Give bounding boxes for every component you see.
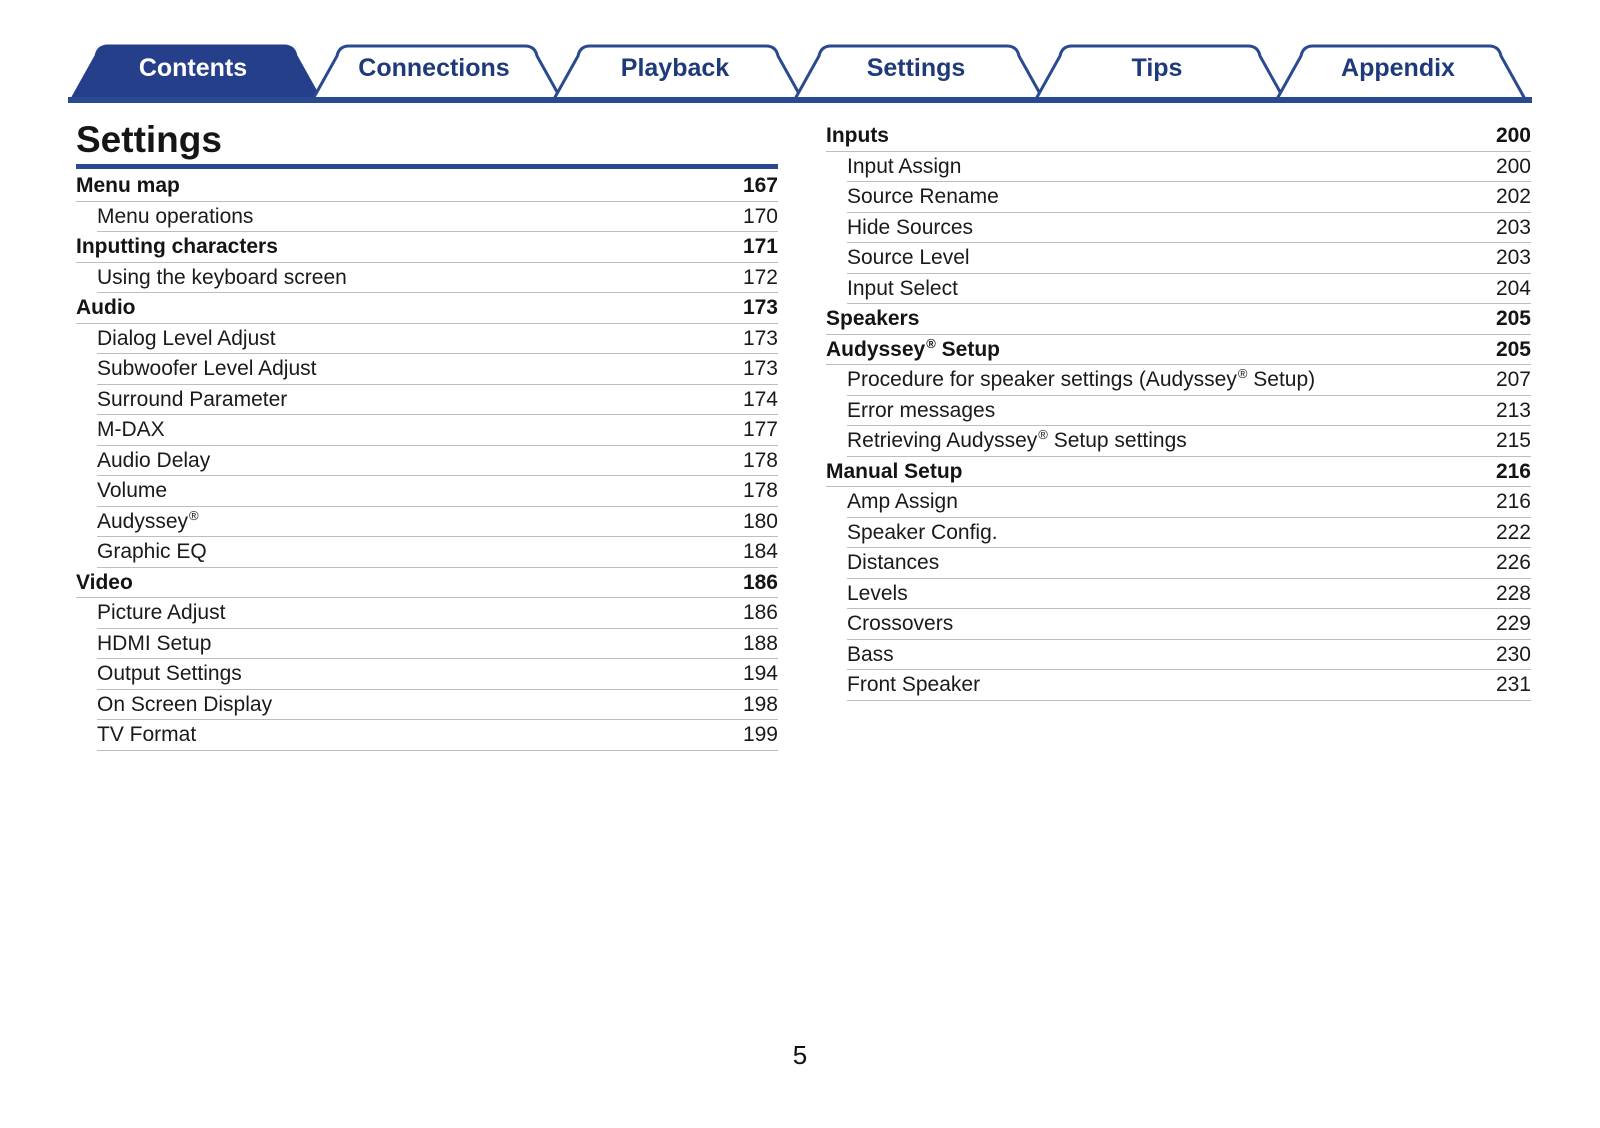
toc-heading-row[interactable]	[76, 293, 778, 324]
toc-label	[847, 426, 1187, 458]
toc-page-number: 180	[742, 509, 778, 533]
page-number: 5	[792, 1040, 808, 1070]
toc-entry-row[interactable]	[97, 537, 778, 568]
toc-entry-row[interactable]	[97, 659, 778, 690]
toc-label	[76, 293, 135, 323]
toc-page-number: 170	[742, 204, 778, 228]
toc-entry-row[interactable]	[847, 152, 1531, 183]
toc-label	[76, 568, 133, 598]
tab-bar	[0, 0, 1600, 110]
toc-label-text: Inputs	[826, 124, 889, 147]
toc-label-suffix: Setup	[935, 337, 1000, 361]
toc-page-number: 202	[1495, 185, 1531, 208]
toc-label	[847, 609, 953, 639]
toc-label-text: Source Rename	[847, 185, 999, 208]
toc-label-text: Video	[76, 570, 133, 594]
toc-label-text: Retrieving Audyssey	[847, 429, 1038, 452]
toc-label-text: HDMI Setup	[97, 631, 212, 655]
toc-label	[76, 232, 278, 262]
toc-label	[97, 324, 276, 354]
toc-page-number: 174	[742, 387, 778, 411]
toc-label-text: Bass	[847, 642, 894, 666]
tab-playback[interactable]: Playback	[620, 54, 730, 82]
toc-page-number: 207	[1495, 368, 1531, 391]
toc-label-text: Input Select	[847, 276, 958, 300]
toc-label-text: Front Speaker	[847, 673, 981, 696]
toc-label-text: Crossovers	[847, 612, 954, 635]
tab-contents[interactable]: Contents	[138, 54, 248, 82]
toc-entry-row[interactable]	[97, 629, 778, 660]
toc-page-number: 205	[1495, 337, 1531, 361]
toc-label	[97, 629, 211, 659]
toc-label-text: Surround Parameter	[97, 387, 288, 411]
toc-page-number: 230	[1495, 642, 1531, 666]
toc-page-number: 226	[1495, 551, 1531, 574]
toc-entry-row[interactable]	[847, 213, 1531, 244]
toc-label	[847, 365, 1315, 397]
toc-label-text: Input Assign	[847, 154, 962, 178]
toc-page-number: 205	[1495, 307, 1531, 330]
toc-label	[97, 690, 272, 720]
toc-label	[847, 640, 894, 670]
toc-label-text: Audio Delay	[97, 448, 211, 472]
toc-page-number: 178	[742, 479, 778, 502]
toc-entry-row[interactable]	[97, 324, 778, 355]
toc-page-number: 229	[1495, 612, 1531, 635]
title-rule	[76, 164, 778, 169]
toc-entry-row[interactable]	[847, 579, 1531, 610]
toc-page-number: 173	[742, 296, 778, 319]
toc-label	[847, 152, 961, 182]
toc-page-number: 167	[742, 174, 778, 197]
toc-entry-row[interactable]	[847, 548, 1531, 579]
toc-page-number: 173	[742, 326, 778, 350]
toc-page-number: 199	[742, 723, 778, 746]
toc-label-text: Menu map	[76, 174, 180, 197]
toc-label	[97, 385, 287, 415]
toc-label	[847, 396, 995, 426]
toc-entry-row[interactable]	[847, 182, 1531, 213]
toc-label-text: Audyssey	[97, 509, 189, 533]
toc-label-text: Speakers	[826, 307, 920, 330]
registered-mark: ®	[1038, 427, 1048, 442]
tab-appendix[interactable]: Appendix	[1341, 54, 1455, 82]
toc-entry-row[interactable]	[97, 202, 778, 233]
toc-label	[847, 243, 970, 273]
registered-mark: ®	[1237, 366, 1248, 381]
toc-label-suffix: Setup settings	[1047, 429, 1187, 452]
toc-label-text: Picture Adjust	[97, 601, 226, 624]
toc-label	[97, 659, 242, 689]
toc-label	[97, 720, 196, 750]
tab-settings[interactable]: Settings	[866, 54, 966, 82]
toc-label-text: Distances	[847, 551, 940, 574]
toc-label-text: Menu operations	[97, 204, 254, 228]
toc-page-number: 204	[1495, 276, 1531, 300]
toc-label	[97, 202, 253, 232]
registered-mark: ®	[926, 335, 936, 351]
toc-label	[847, 487, 958, 517]
toc-label	[847, 213, 973, 243]
toc-heading-row[interactable]	[76, 171, 778, 202]
toc-label-text: Speaker Config.	[847, 520, 998, 544]
toc-entry-row[interactable]	[97, 446, 778, 477]
toc-label-text: Levels	[847, 581, 908, 605]
toc-label-text: Procedure for speaker settings (Audyssey	[847, 368, 1237, 391]
toc-page-number: 222	[1495, 520, 1531, 544]
toc-label	[76, 171, 180, 201]
toc-heading-row[interactable]	[826, 335, 1531, 366]
toc-entry-row[interactable]	[97, 720, 778, 751]
toc-page-number: 194	[742, 662, 778, 685]
toc-page-number: 231	[1495, 673, 1531, 696]
toc-label-text: Amp Assign	[847, 490, 958, 513]
toc-entry-row[interactable]	[97, 690, 778, 721]
toc-label	[826, 335, 1000, 367]
toc-label-text: Audio	[76, 296, 136, 319]
toc-page-number: 177	[742, 418, 778, 441]
toc-page-number: 178	[742, 448, 778, 472]
tab-connections[interactable]: Connections	[358, 54, 510, 82]
toc-label	[847, 548, 939, 578]
toc-entry-row[interactable]	[847, 426, 1531, 457]
toc-entry-row[interactable]	[847, 274, 1531, 305]
toc-entry-row[interactable]	[847, 487, 1531, 518]
toc-label-text: Inputting characters	[76, 235, 278, 258]
toc-entry-row[interactable]	[847, 396, 1531, 427]
toc-label	[847, 274, 958, 304]
toc-heading-row[interactable]	[76, 568, 778, 599]
toc-label	[97, 598, 225, 628]
toc-entry-row[interactable]	[97, 415, 778, 446]
toc-entry-row[interactable]	[847, 518, 1531, 549]
toc-entry-row[interactable]	[97, 598, 778, 629]
toc-label	[826, 457, 963, 487]
tab-baseline	[68, 97, 1532, 103]
toc-label	[847, 579, 908, 609]
toc-entry-row[interactable]	[847, 609, 1531, 640]
toc-page-number: 216	[1495, 459, 1531, 483]
toc-label	[97, 446, 210, 476]
toc-label-text: Manual Setup	[826, 459, 963, 483]
toc-label-text: TV Format	[97, 723, 197, 746]
page-title: Settings	[76, 119, 222, 160]
toc-heading-row[interactable]	[76, 232, 778, 263]
toc-page-number: 200	[1495, 154, 1531, 178]
toc-label-text: Output Settings	[97, 662, 242, 685]
toc-entry-row[interactable]	[97, 507, 778, 538]
toc-label-text: Subwoofer Level Adjust	[97, 357, 317, 380]
toc-label	[97, 507, 199, 539]
toc-label-text: Using the keyboard screen	[97, 265, 347, 289]
toc-entry-row[interactable]	[847, 243, 1531, 274]
toc-entry-row[interactable]	[847, 670, 1531, 701]
toc-label-text: Dialog Level Adjust	[97, 326, 276, 350]
toc-page-number: 203	[1495, 246, 1531, 269]
tab-tips[interactable]: Tips	[1131, 54, 1183, 82]
toc-page-number: 213	[1495, 398, 1531, 422]
toc-heading-row[interactable]	[826, 121, 1531, 152]
toc-label	[97, 263, 347, 293]
toc-entry-row[interactable]	[847, 365, 1531, 396]
toc-entry-row[interactable]	[97, 263, 778, 294]
toc-page-number: 216	[1495, 490, 1531, 513]
toc-page-number: 186	[742, 601, 778, 624]
toc-page-number: 228	[1495, 581, 1531, 605]
toc-entry-row[interactable]	[97, 476, 778, 507]
toc-label-text: M-DAX	[97, 418, 165, 441]
toc-entry-row[interactable]	[97, 385, 778, 416]
toc-label-text: Graphic EQ	[97, 540, 207, 563]
toc-label	[847, 182, 999, 212]
toc-label-text: Hide Sources	[847, 215, 974, 239]
toc-label-text: Volume	[97, 479, 168, 502]
toc-label	[826, 304, 919, 334]
toc-label	[847, 518, 998, 548]
toc-label	[847, 670, 980, 700]
toc-page-number: 184	[742, 540, 778, 563]
toc-page-number: 171	[742, 235, 778, 258]
toc-label-text: Audyssey	[826, 337, 926, 361]
toc-page-number: 203	[1495, 215, 1531, 239]
toc-label	[826, 121, 889, 151]
toc-left-column	[76, 171, 778, 751]
toc-heading-row[interactable]	[826, 304, 1531, 335]
toc-page-number: 200	[1495, 124, 1531, 147]
toc-page-number: 172	[742, 265, 778, 289]
toc-label-text: On Screen Display	[97, 692, 273, 716]
toc-page-number: 215	[1495, 429, 1531, 452]
toc-label	[97, 476, 167, 506]
toc-page-number: 188	[742, 631, 778, 655]
toc-label	[97, 415, 165, 445]
toc-entry-row[interactable]	[847, 640, 1531, 671]
toc-label-text: Source Level	[847, 246, 970, 269]
toc-label-text: Error messages	[847, 398, 996, 422]
toc-label-suffix: Setup)	[1247, 368, 1316, 391]
toc-page-number: 186	[742, 570, 778, 594]
toc-label	[97, 537, 207, 567]
toc-right-column	[826, 121, 1531, 701]
toc-heading-row[interactable]	[826, 457, 1531, 488]
toc-page-number: 173	[742, 357, 778, 380]
registered-mark: ®	[189, 507, 199, 523]
toc-label	[97, 354, 316, 384]
toc-entry-row[interactable]	[97, 354, 778, 385]
toc-page-number: 198	[742, 692, 778, 716]
